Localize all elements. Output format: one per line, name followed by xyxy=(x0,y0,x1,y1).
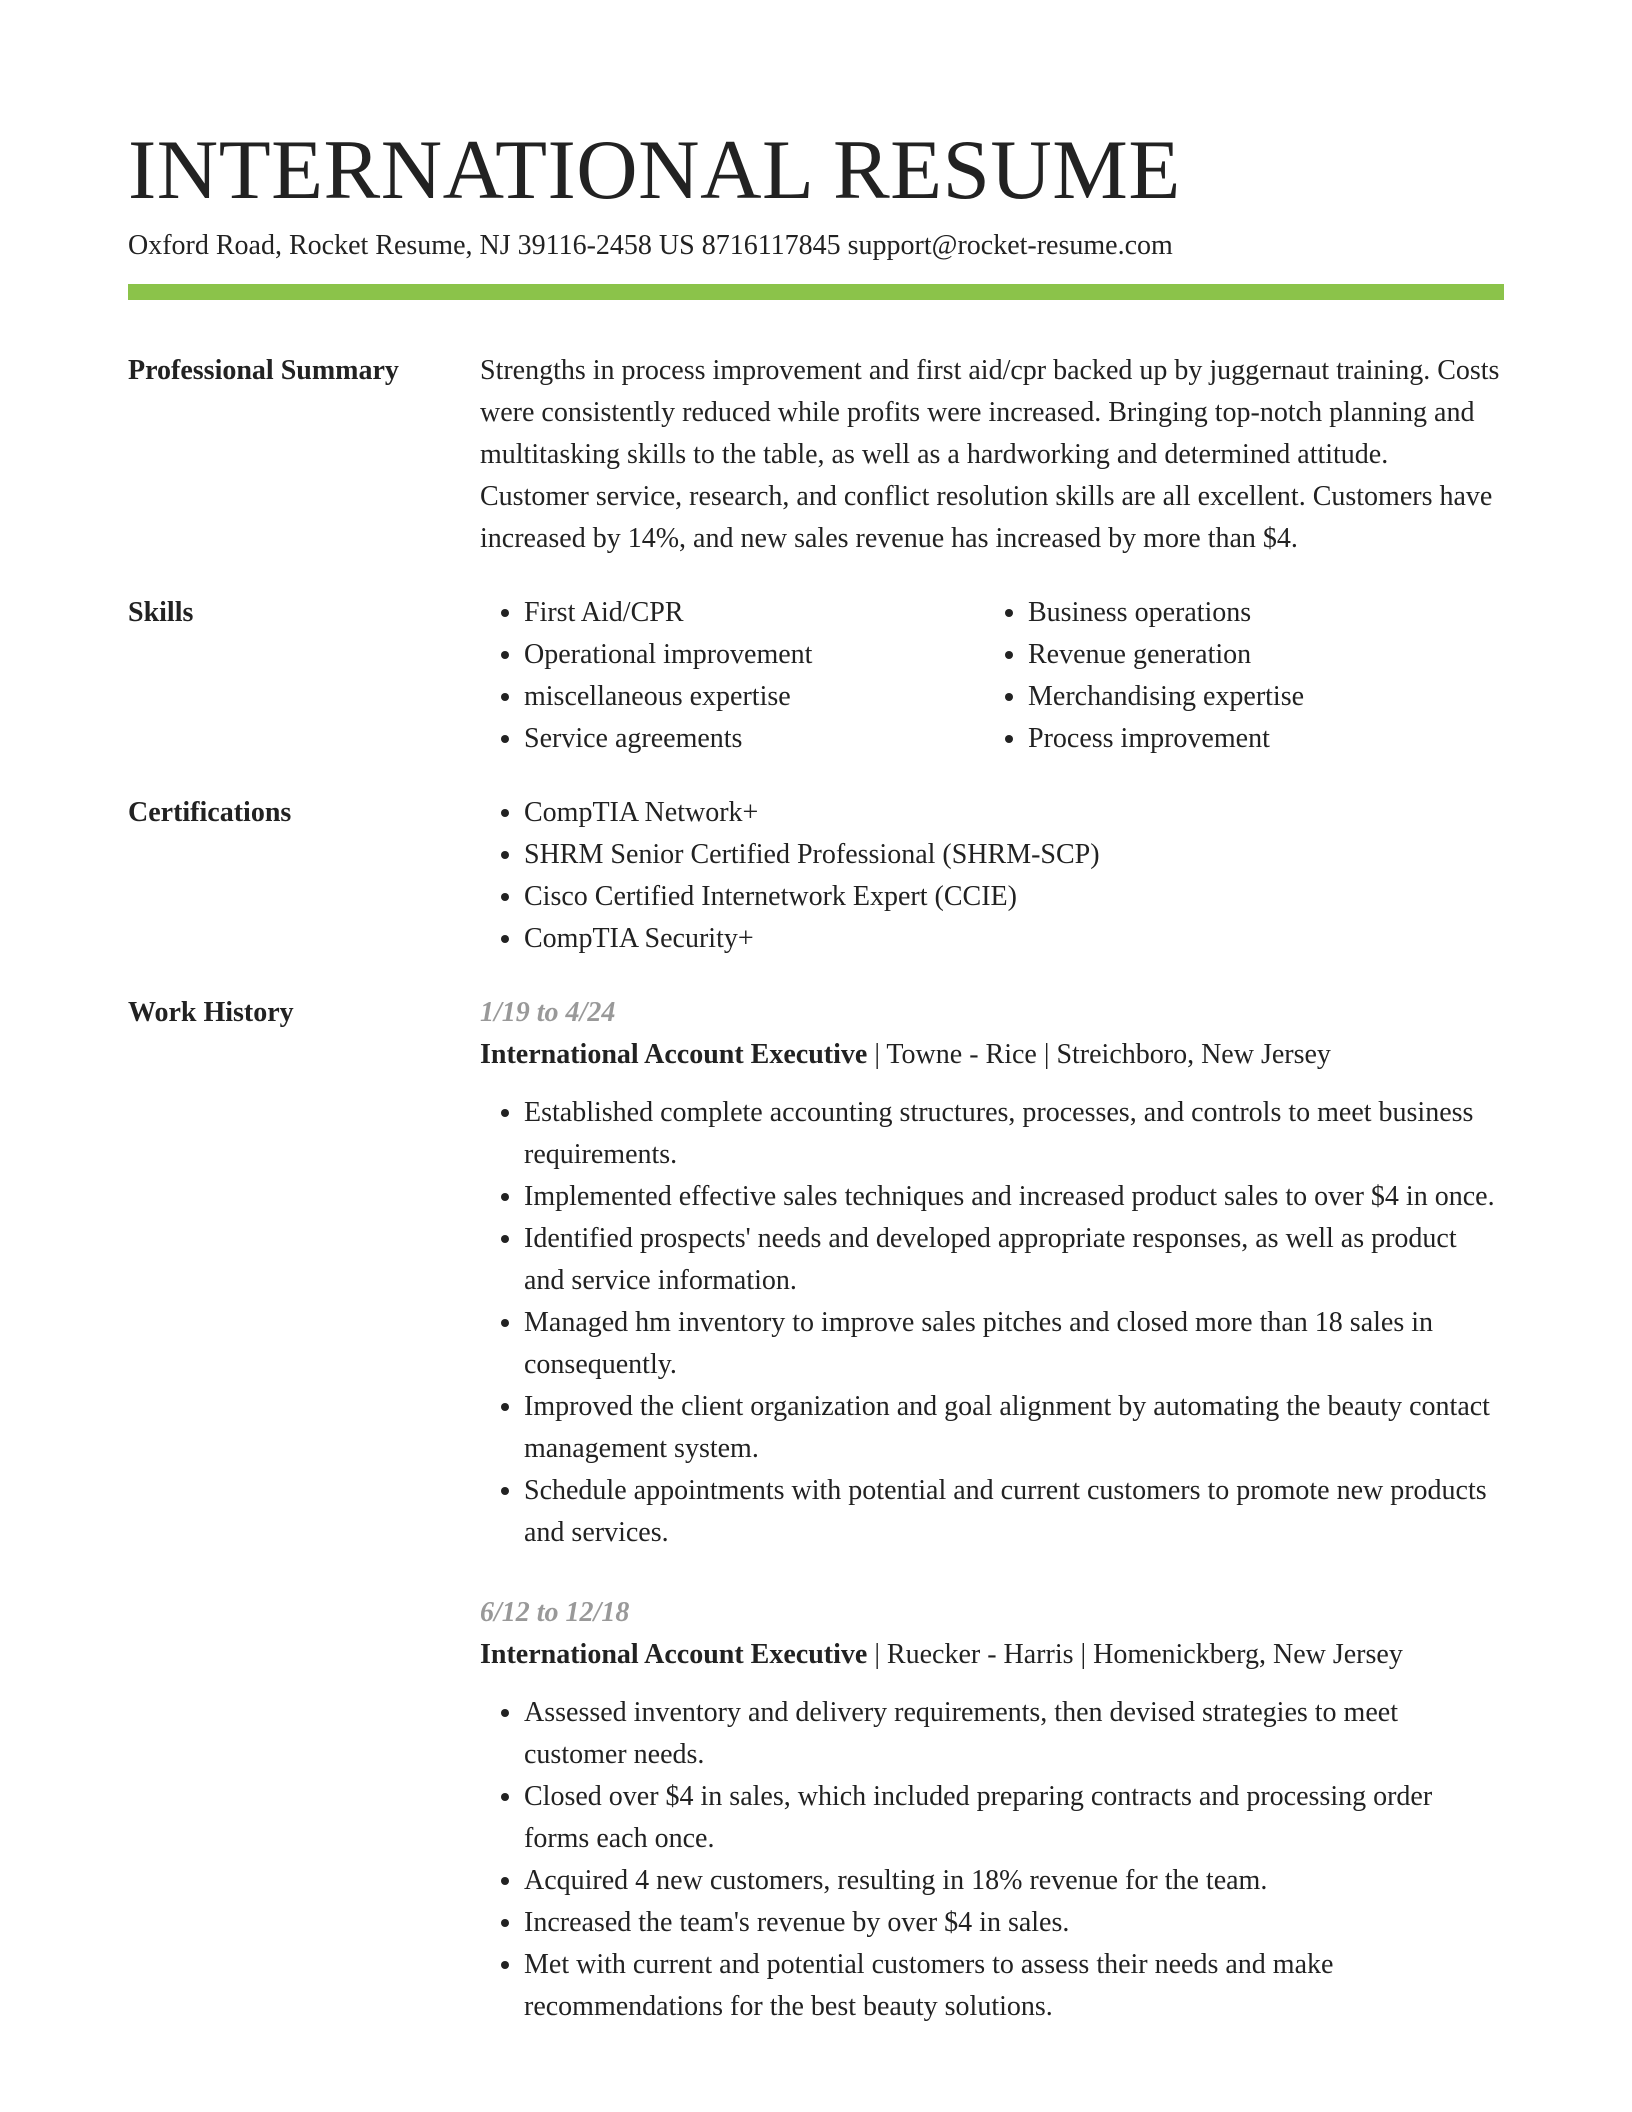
work-history-body xyxy=(480,992,1504,2028)
job-dates: 6/12 to 12/18 xyxy=(480,1597,630,1628)
job-entry xyxy=(480,992,1504,1554)
contact-line xyxy=(128,226,1504,266)
job-bullet: • Acquired 4 new customers, resulting in 18% revenue for the team. xyxy=(524,1860,1504,1902)
skill-item: • Merchandising expertise xyxy=(1028,676,1504,718)
resume-title: INTERNATIONAL RESUME xyxy=(128,123,1181,217)
summary-text: Strengths in process improvement and first aid/cpr backed up by juggernaut training. Costs were consistently reduced while profits were increased. Bringing top-notch planning and multitasking skills to the table, as well as a hardworking and determined attitude. Customer service, research, and conflict resolution skills are all excellent. Customers have increased by 14%, and new sales revenue has increased by more than $4. xyxy=(480,355,1500,554)
job-bullet: • Established complete accounting structures, processes, and controls to meet business requirements. xyxy=(524,1092,1504,1176)
certification-item: • CompTIA Security+ xyxy=(524,918,1504,960)
summary-label: Professional Summary xyxy=(128,355,399,386)
job-details: | Towne - Rice | Streichboro, New Jersey xyxy=(867,1039,1331,1070)
job-bullet: • Schedule appointments with potential and current customers to promote new products and services. xyxy=(524,1470,1504,1554)
skill-item: • Business operations xyxy=(1028,592,1504,634)
certifications-section xyxy=(128,792,1504,960)
job-heading xyxy=(480,1034,1504,1076)
skills-list-right xyxy=(984,592,1504,760)
skills-section xyxy=(128,592,1504,760)
summary-section xyxy=(128,350,1504,560)
job-bullet: • Met with current and potential customers to assess their needs and make recommendations for the best beauty solutions. xyxy=(524,1944,1504,2028)
job-bullet: • Increased the team's revenue by over $4 in sales. xyxy=(524,1902,1504,1944)
skills-label: Skills xyxy=(128,597,194,628)
skill-item: • miscellaneous expertise xyxy=(524,676,984,718)
contact-address: Oxford Road, Rocket Resume, NJ 39116-2458 US xyxy=(128,230,695,261)
job-bullet: • Improved the client organization and goal alignment by automating the beauty contact management system. xyxy=(524,1386,1504,1470)
job-bullet: • Closed over $4 in sales, which included preparing contracts and processing order forms each once. xyxy=(524,1776,1504,1860)
certification-item: • Cisco Certified Internetwork Expert (CCIE) xyxy=(524,876,1504,918)
skills-grid xyxy=(480,592,1504,760)
certifications-list xyxy=(480,792,1504,960)
header-divider xyxy=(128,284,1504,300)
skill-item: • Service agreements xyxy=(524,718,984,760)
job-bullet: • Implemented effective sales techniques and increased product sales to over $4 in once. xyxy=(524,1176,1504,1218)
job-details: | Ruecker - Harris | Homenickberg, New Jersey xyxy=(867,1639,1403,1670)
certification-item: • SHRM Senior Certified Professional (SHRM-SCP) xyxy=(524,834,1504,876)
certifications-label: Certifications xyxy=(128,797,292,828)
job-entry xyxy=(480,1592,1504,2028)
job-title: International Account Executive xyxy=(480,1039,868,1070)
resume-page xyxy=(128,120,1504,2028)
skill-item: • First Aid/CPR xyxy=(524,592,984,634)
job-dates: 1/19 to 4/24 xyxy=(480,997,616,1028)
job-bullet: • Assessed inventory and delivery requirements, then devised strategies to meet customer needs. xyxy=(524,1692,1504,1776)
job-bullets xyxy=(480,1092,1504,1554)
job-title: International Account Executive xyxy=(480,1639,868,1670)
job-bullet: • Identified prospects' needs and developed appropriate responses, as well as product and service information. xyxy=(524,1218,1504,1302)
job-bullets xyxy=(480,1692,1504,2028)
contact-email: support@rocket-resume.com xyxy=(847,230,1173,261)
skill-item: • Revenue generation xyxy=(1028,634,1504,676)
job-heading xyxy=(480,1634,1504,1676)
skills-list-left xyxy=(480,592,984,760)
certifications-body xyxy=(480,792,1504,960)
work-history-label: Work History xyxy=(128,997,294,1028)
contact-phone: 8716117845 xyxy=(701,230,841,261)
certification-item: • CompTIA Network+ xyxy=(524,792,1504,834)
skill-item: • Operational improvement xyxy=(524,634,984,676)
skill-item: • Process improvement xyxy=(1028,718,1504,760)
job-bullet: • Managed hm inventory to improve sales pitches and closed more than 18 sales in consequently. xyxy=(524,1302,1504,1386)
work-history-section xyxy=(128,992,1504,2028)
